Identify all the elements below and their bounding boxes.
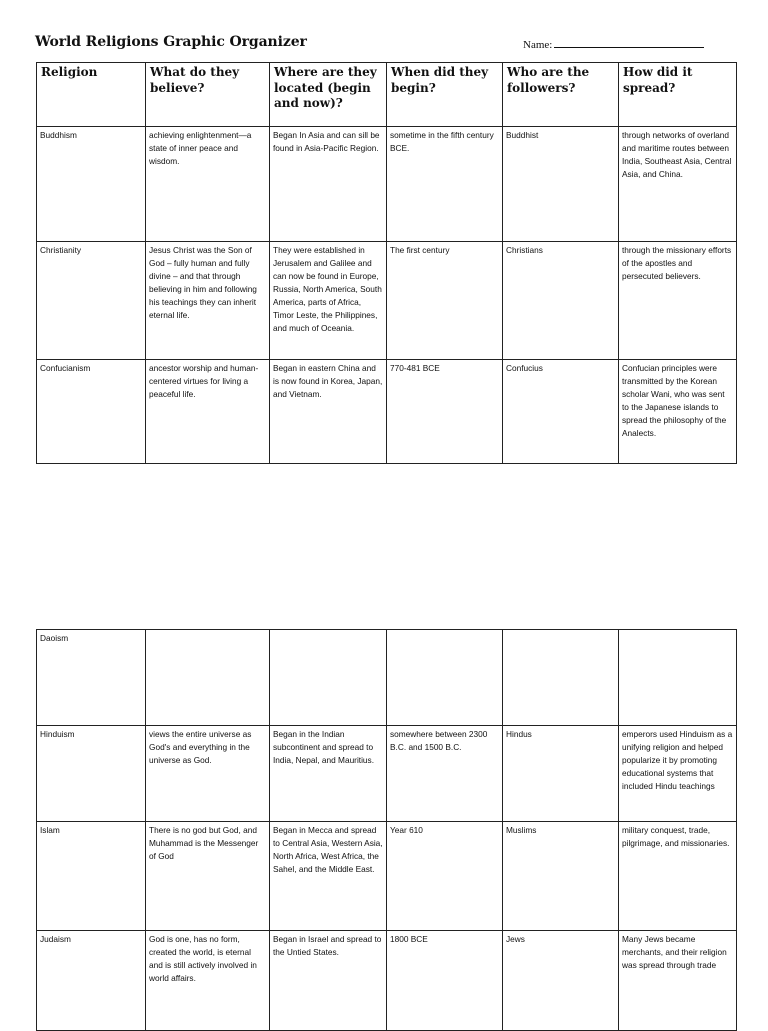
religion-cell: Daoism xyxy=(37,630,146,726)
location-cell: Began in the Indian subcontinent and spread to India, Nepal, and Mauritius. xyxy=(270,726,387,822)
religion-cell: Islam xyxy=(37,822,146,931)
header-row xyxy=(37,63,737,127)
table-row xyxy=(37,726,737,822)
religion-cell: Buddhism xyxy=(37,127,146,242)
beliefs-cell: views the entire universe as God's and everything in the universe as God. xyxy=(146,726,270,822)
began-cell: sometime in the fifth century BCE. xyxy=(387,127,503,242)
column-header: Religion xyxy=(37,63,146,127)
name-label: Name: xyxy=(523,39,553,51)
beliefs-cell: God is one, has no form, created the world, is eternal and is still actively involved in world affairs. xyxy=(146,931,270,1031)
location-cell: Began In Asia and can sill be found in Asia-Pacific Region. xyxy=(270,127,387,242)
column-header: What do they believe? xyxy=(146,63,270,127)
table-row xyxy=(37,360,737,464)
location-cell: Began in eastern China and is now found in Korea, Japan, and Vietnam. xyxy=(270,360,387,464)
spread-cell: Many Jews became merchants, and their religion was spread through trade xyxy=(619,931,737,1031)
followers-cell: Buddhist xyxy=(503,127,619,242)
organizer-table-top xyxy=(36,62,737,464)
religion-cell: Confucianism xyxy=(37,360,146,464)
column-header: Where are they located (begin and now)? xyxy=(270,63,387,127)
religion-cell: Judaism xyxy=(37,931,146,1031)
spread-cell: emperors used Hinduism as a unifying religion and helped popularize it by promoting educational systems that included Hindu teachings xyxy=(619,726,737,822)
location-cell: They were established in Jerusalem and Galilee and can now be found in Europe, Russia, North America, South America, parts of Africa, Timor Leste, the Philippines, and much of Oceania. xyxy=(270,242,387,360)
began-cell: 1800 BCE xyxy=(387,931,503,1031)
began-cell: 770-481 BCE xyxy=(387,360,503,464)
location-cell: Began in Israel and spread to the Untied States. xyxy=(270,931,387,1031)
beliefs-cell: ancestor worship and human-centered virtues for living a peaceful life. xyxy=(146,360,270,464)
began-cell: somewhere between 2300 B.C. and 1500 B.C. xyxy=(387,726,503,822)
followers-cell: Jews xyxy=(503,931,619,1031)
column-header: How did it spread? xyxy=(619,63,737,127)
page-title: World Religions Graphic Organizer xyxy=(35,34,307,50)
followers-cell[interactable] xyxy=(503,630,619,726)
began-cell: Year 610 xyxy=(387,822,503,931)
column-header: Who are the followers? xyxy=(503,63,619,127)
began-cell: The first century xyxy=(387,242,503,360)
column-header: When did they begin? xyxy=(387,63,503,127)
location-cell[interactable] xyxy=(270,630,387,726)
table-row xyxy=(37,127,737,242)
religion-cell: Christianity xyxy=(37,242,146,360)
beliefs-cell: achieving enlightenment—a state of inner peace and wisdom. xyxy=(146,127,270,242)
organizer-table-bottom xyxy=(36,629,737,1031)
spread-cell: military conquest, trade, pilgrimage, and missionaries. xyxy=(619,822,737,931)
beliefs-cell: Jesus Christ was the Son of God – fully human and fully divine – and that through believing in him and following his teachings they can inherit eternal life. xyxy=(146,242,270,360)
followers-cell: Christians xyxy=(503,242,619,360)
name-field[interactable] xyxy=(523,38,704,51)
spread-cell: Confucian principles were transmitted by the Korean scholar Wani, who was sent to the Japanese islands to spread the philosophy of the Analects. xyxy=(619,360,737,464)
location-cell: Began in Mecca and spread to Central Asia, Western Asia, North Africa, West Africa, the Sahel, and the Middle East. xyxy=(270,822,387,931)
began-cell[interactable] xyxy=(387,630,503,726)
followers-cell: Muslims xyxy=(503,822,619,931)
name-blank-line[interactable] xyxy=(554,38,704,48)
table-row xyxy=(37,822,737,931)
followers-cell: Confucius xyxy=(503,360,619,464)
spread-cell[interactable] xyxy=(619,630,737,726)
spread-cell: through networks of overland and maritime routes between India, Southeast Asia, Central Asia, and China. xyxy=(619,127,737,242)
religion-cell: Hinduism xyxy=(37,726,146,822)
followers-cell: Hindus xyxy=(503,726,619,822)
table-row xyxy=(37,242,737,360)
table-row xyxy=(37,630,737,726)
beliefs-cell[interactable] xyxy=(146,630,270,726)
beliefs-cell: There is no god but God, and Muhammad is the Messenger of God xyxy=(146,822,270,931)
table-row xyxy=(37,931,737,1031)
spread-cell: through the missionary efforts of the apostles and persecuted believers. xyxy=(619,242,737,360)
